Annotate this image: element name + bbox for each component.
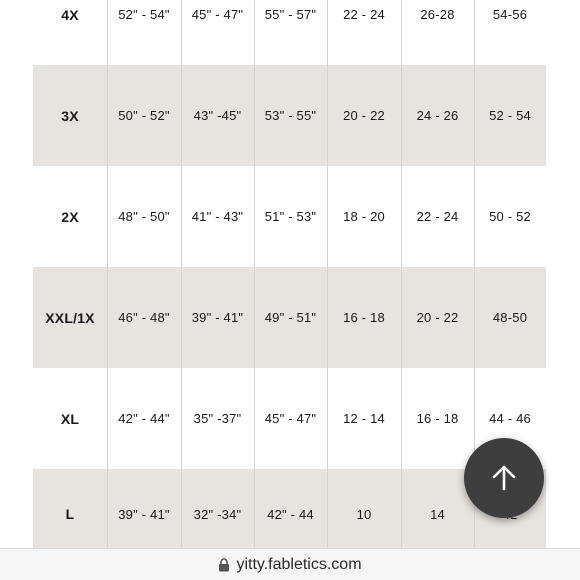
table-row (33, 368, 546, 469)
size-label: 3X (61, 107, 79, 124)
table-cell: 16 - 18 (343, 310, 385, 325)
table-cell: 51" - 53" (264, 209, 317, 224)
table-cell: 14 (430, 506, 445, 522)
table-cell: 39" - 41" (118, 506, 170, 522)
table-cell: 42" - 44" (118, 411, 170, 426)
table-cell: 50 - 52 (489, 209, 531, 224)
table-cell: 18 - 20 (343, 209, 385, 224)
table-cell: 12 - 14 (343, 411, 385, 426)
table-cell: 32" -34" (193, 506, 242, 522)
table-cell: 46" - 48" (118, 310, 170, 325)
table-cell: 52 - 54 (489, 108, 531, 123)
table-cell: 26-28 (420, 7, 455, 22)
table-cell: 41" - 43" (191, 209, 244, 224)
column-divider (327, 0, 328, 559)
table-row (33, 0, 546, 65)
table-cell: 20 - 22 (416, 310, 459, 325)
arrow-up-icon (489, 463, 519, 493)
column-divider (107, 0, 108, 559)
table-cell: 22 - 24 (343, 7, 385, 22)
browser-address-bar[interactable] (0, 548, 580, 580)
table-cell: 20 - 22 (343, 108, 385, 123)
column-divider (254, 0, 255, 559)
table-cell: 39" - 41" (191, 310, 244, 325)
size-label: XXL/1X (45, 309, 95, 326)
table-cell: 43" -45" (193, 108, 242, 123)
table-cell: 48" - 50" (118, 209, 170, 224)
table-cell: 44 - 46 (489, 411, 531, 426)
scroll-to-top-button[interactable] (464, 438, 544, 518)
table-cell: 10 (356, 506, 372, 522)
table-cell: 49" - 51" (264, 310, 317, 325)
table-row (33, 267, 546, 368)
table-cell: 54-56 (492, 7, 528, 22)
table-cell: 16 - 18 (416, 411, 459, 426)
table-row (33, 166, 546, 267)
table-row (33, 65, 546, 166)
table-cell: 50" - 52" (118, 108, 170, 123)
size-label: L (65, 506, 75, 522)
size-label: 4X (61, 6, 79, 23)
size-label: XL (60, 410, 80, 427)
table-cell: 24 - 26 (416, 108, 459, 123)
lock-icon (218, 558, 230, 572)
column-divider (181, 0, 182, 559)
table-cell: 45" - 47" (264, 411, 317, 426)
table-cell: 45" - 47" (191, 7, 244, 22)
table-cell: 55" - 57" (264, 7, 317, 22)
size-label: 2X (61, 208, 79, 225)
url-text[interactable]: yitty.fabletics.com (236, 555, 362, 573)
table-cell: 35" -37" (193, 411, 242, 426)
column-divider (401, 0, 402, 559)
table-cell: 53" - 55" (264, 108, 317, 123)
table-cell: 52" - 54" (118, 7, 170, 22)
table-cell: 22 - 24 (416, 209, 459, 224)
table-cell: 42" - 44 (267, 506, 314, 522)
table-cell: 48-50 (492, 310, 528, 325)
